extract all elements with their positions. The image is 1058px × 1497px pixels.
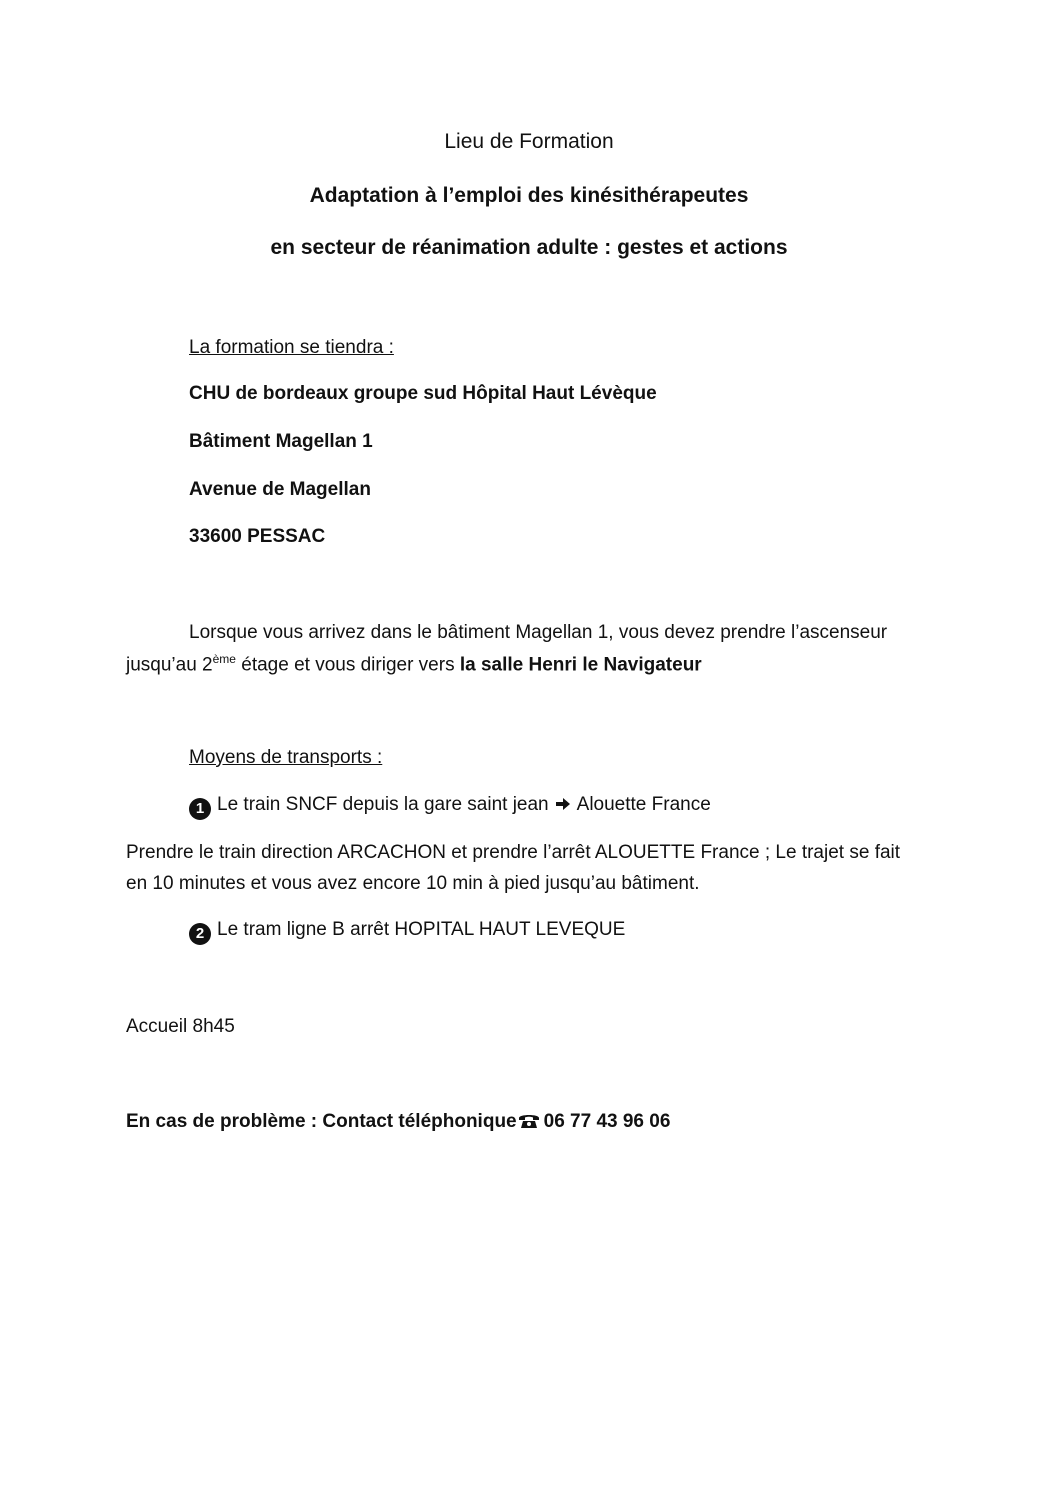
transport-option-1 [189,794,711,820]
venue-street: Avenue de Magellan [189,479,371,500]
venue-building: Bâtiment Magellan 1 [189,431,373,452]
transport-label: Moyens de transports : [189,747,383,768]
directions-floor-prefix: jusqu’au 2 [126,654,213,676]
venue-hospital: CHU de bordeaux groupe sud Hôpital Haut Lévèque [189,383,657,404]
contact-phone: 06 77 43 96 06 [543,1111,671,1132]
directions-room: la salle Henri le Navigateur [459,654,702,676]
transport-option-1-text: Le train SNCF depuis la gare saint jean [217,794,549,815]
directions-floor-text: étage et vous diriger vers [235,654,460,676]
number-one-icon: 1 [189,798,211,820]
page-title: Lieu de Formation [444,130,614,153]
transport-option-1-detail-line-2: en 10 minutes et vous avez encore 10 min à pied jusqu’au bâtiment. [126,873,700,894]
number-two-icon: 2 [189,923,211,945]
venue-label: La formation se tiendra : [189,337,394,358]
phone-icon [518,1113,540,1135]
directions-line-1: Lorsque vous arrivez dans le bâtiment Magellan 1, vous devez prendre l’ascenseur [189,622,888,643]
venue-city: 33600 PESSAC [189,526,326,547]
arrow-right-icon [555,796,571,818]
transport-option-2 [189,919,625,945]
course-title-line-2: en secteur de réanimation adulte : gestes et actions [270,236,788,259]
transport-option-1-detail-line-1: Prendre le train direction ARCACHON et prendre l’arrêt ALOUETTE France ; Le trajet se fait [126,842,901,863]
directions-line-2 [126,652,702,676]
contact-label: En cas de problème : Contact téléphonique [126,1111,517,1132]
transport-option-1-destination: Alouette France [576,794,711,815]
course-title-line-1: Adaptation à l’emploi des kinésithérapeutes [309,184,749,207]
contact-line [126,1111,670,1135]
directions-floor-suffix: ème [212,652,236,666]
transport-option-2-text: Le tram ligne B arrêt HOPITAL HAUT LEVEQUE [217,919,626,940]
welcome-time: Accueil 8h45 [126,1016,235,1037]
